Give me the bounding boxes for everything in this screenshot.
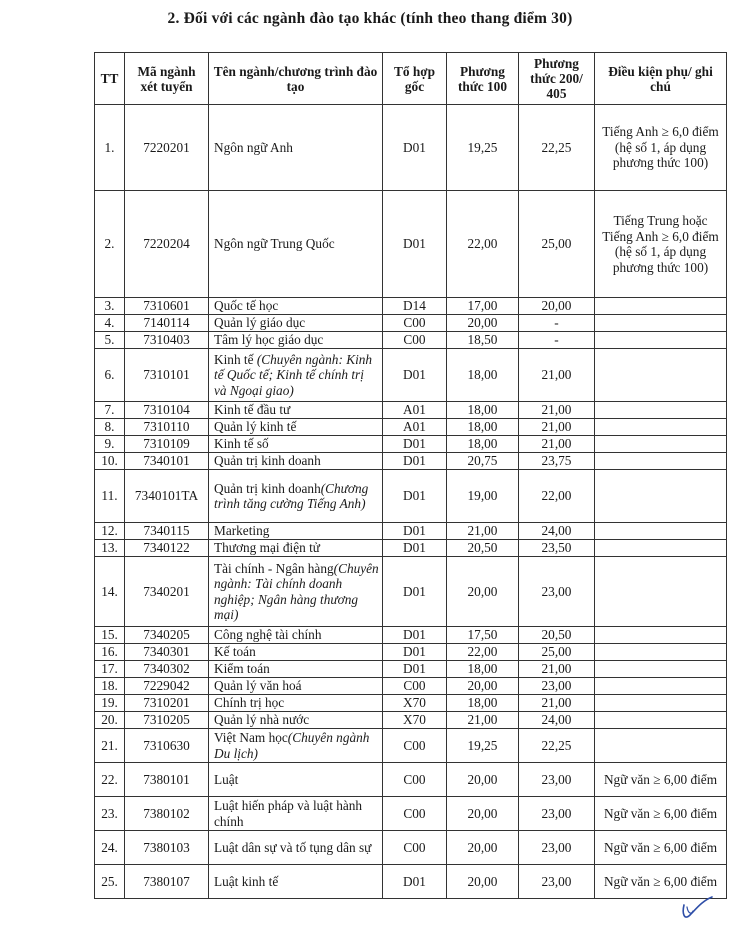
major-name [209,470,383,523]
major-name [209,763,383,797]
major-name [209,540,383,557]
major-name-text: Ngôn ngữ Trung Quốc [214,236,335,252]
major-name-detail: (Chương trình tăng cường Tiếng Anh) [214,480,369,511]
header-phuong-thuc-200: Phương thức 200/ 405 [519,53,595,105]
major-name-text: Chính trị học [214,695,285,711]
condition-note [595,436,727,453]
row-number: 16. [95,644,125,661]
row-number: 21. [95,729,125,763]
condition-note [595,712,727,729]
major-name [209,419,383,436]
condition-note [595,419,727,436]
major-name-text: Tài chính - Ngân hàng [214,560,334,576]
subject-group: C00 [383,678,447,695]
header-ten-nganh: Tên ngành/chương trình đào tạo [209,53,383,105]
table-row [95,644,727,661]
major-code: 7380107 [125,865,209,899]
header-phuong-thuc-100: Phương thức 100 [447,53,519,105]
score-method-100: 18,00 [447,419,519,436]
score-method-200: 21,00 [519,419,595,436]
subject-group: D01 [383,540,447,557]
score-method-200: 23,50 [519,540,595,557]
score-method-100: 21,00 [447,523,519,540]
row-number: 6. [95,349,125,402]
major-code: 7310104 [125,402,209,419]
condition-note [595,349,727,402]
major-name [209,402,383,419]
table-row [95,729,727,763]
score-method-200: - [519,332,595,349]
major-name-text: Kinh tế số [214,436,269,452]
subject-group: C00 [383,729,447,763]
row-number: 15. [95,627,125,644]
condition-note [595,470,727,523]
major-code: 7340302 [125,661,209,678]
subject-group: C00 [383,831,447,865]
major-code: 7310110 [125,419,209,436]
major-code: 7380103 [125,831,209,865]
major-name-detail: (Chuyên ngành: Tài chính doanh nghiệp; Ngân hàng thương mại) [214,560,379,622]
major-code: 7310403 [125,332,209,349]
score-method-200: 25,00 [519,191,595,298]
table-row [95,540,727,557]
major-name-detail: (Chuyên ngành: Kinh tế Quốc tế; Kinh tế chính trị và Ngoại giao) [214,351,373,398]
major-name-text: Quản lý giáo dục [214,315,306,331]
major-name [209,644,383,661]
major-name [209,712,383,729]
subject-group: D01 [383,644,447,661]
table-row [95,436,727,453]
major-name-text: Quản lý kinh tế [214,419,297,435]
subject-group: C00 [383,315,447,332]
row-number: 20. [95,712,125,729]
score-method-200: 22,00 [519,470,595,523]
condition-note [595,298,727,315]
row-number: 18. [95,678,125,695]
score-method-100: 21,00 [447,712,519,729]
row-number: 17. [95,661,125,678]
score-method-200: 24,00 [519,523,595,540]
row-number: 5. [95,332,125,349]
table-row [95,865,727,899]
score-method-100: 19,00 [447,470,519,523]
condition-note [595,678,727,695]
condition-note: Ngữ văn ≥ 6,00 điểm [595,763,727,797]
condition-note [595,695,727,712]
score-method-100: 22,00 [447,644,519,661]
score-method-200: 23,00 [519,831,595,865]
condition-note [595,540,727,557]
score-method-100: 17,50 [447,627,519,644]
major-name-text: Luật [214,771,239,787]
table-row [95,627,727,644]
condition-note [595,402,727,419]
score-method-100: 18,00 [447,661,519,678]
condition-note [595,557,727,627]
condition-note [595,523,727,540]
table-row [95,523,727,540]
major-name-text: Luật kinh tế [214,873,279,889]
subject-group: C00 [383,332,447,349]
condition-note: Ngữ văn ≥ 6,00 điểm [595,831,727,865]
major-code: 7340101TA [125,470,209,523]
score-method-100: 20,00 [447,557,519,627]
score-method-100: 19,25 [447,729,519,763]
major-name [209,627,383,644]
row-number: 12. [95,523,125,540]
table-row [95,661,727,678]
admission-score-table [94,52,727,899]
row-number: 1. [95,105,125,191]
section-title: 2. Đối với các ngành đào tạo khác (tính theo thang điểm 30) [167,10,573,27]
table-row [95,831,727,865]
row-number: 3. [95,298,125,315]
score-method-100: 22,00 [447,191,519,298]
header-to-hop: Tổ hợp gốc [383,53,447,105]
subject-group: X70 [383,712,447,729]
score-method-100: 18,00 [447,695,519,712]
header-dieu-kien: Điều kiện phụ/ ghi chú [595,53,727,105]
subject-group: D01 [383,470,447,523]
score-method-200: 22,25 [519,729,595,763]
major-code: 7340205 [125,627,209,644]
header-ma-nganh: Mã ngành xét tuyển [125,53,209,105]
subject-group: D14 [383,298,447,315]
major-code: 7310201 [125,695,209,712]
score-method-100: 20,00 [447,678,519,695]
major-name [209,695,383,712]
major-name-text: Công nghệ tài chính [214,627,322,643]
subject-group: A01 [383,419,447,436]
major-name-text: Kinh tế đầu tư [214,402,291,418]
table-header-row [95,53,727,105]
subject-group: D01 [383,349,447,402]
row-number: 19. [95,695,125,712]
table-row [95,191,727,298]
major-name [209,298,383,315]
score-method-200: 20,00 [519,298,595,315]
major-name-text: Tâm lý học giáo dục [214,332,324,348]
major-name [209,191,383,298]
subject-group: D01 [383,627,447,644]
major-name-text: Kinh tế [214,351,257,367]
score-method-200: - [519,315,595,332]
major-name [209,797,383,831]
major-name [209,729,383,763]
table-row [95,763,727,797]
major-code: 7310109 [125,436,209,453]
subject-group: D01 [383,105,447,191]
major-name-text: Luật dân sự và tố tụng dân sự [214,839,372,855]
major-name [209,436,383,453]
subject-group: D01 [383,453,447,470]
major-code: 7229042 [125,678,209,695]
score-method-200: 23,00 [519,557,595,627]
row-number: 13. [95,540,125,557]
major-code: 7380101 [125,763,209,797]
score-method-200: 23,00 [519,865,595,899]
subject-group: A01 [383,402,447,419]
table-body [95,105,727,899]
row-number: 11. [95,470,125,523]
major-name [209,661,383,678]
major-name [209,349,383,402]
condition-note: Tiếng Anh ≥ 6,0 điểm (hệ số 1, áp dụng phương thức 100) [595,105,727,191]
major-name [209,865,383,899]
score-method-100: 20,00 [447,763,519,797]
subject-group: D01 [383,661,447,678]
signature-mark [678,893,714,923]
table-row [95,797,727,831]
subject-group: C00 [383,797,447,831]
subject-group: D01 [383,436,447,453]
table-row [95,470,727,523]
table-row [95,298,727,315]
major-code: 7310630 [125,729,209,763]
major-code: 7340115 [125,523,209,540]
table-row [95,332,727,349]
condition-note: Tiếng Trung hoặc Tiếng Anh ≥ 6,0 điểm (hệ số 1, áp dụng phương thức 100) [595,191,727,298]
score-method-200: 23,00 [519,797,595,831]
header-tt: TT [95,53,125,105]
major-name-text: Luật hiến pháp và luật hành chính [214,798,363,829]
table-row [95,315,727,332]
condition-note [595,332,727,349]
major-name-text: Việt Nam học [214,730,288,745]
score-method-100: 18,00 [447,349,519,402]
score-method-200: 21,00 [519,661,595,678]
major-code: 7310205 [125,712,209,729]
major-name-text: Quản lý văn hoá [214,678,302,694]
table-row [95,678,727,695]
score-method-200: 23,00 [519,763,595,797]
condition-note: Ngữ văn ≥ 6,00 điểm [595,797,727,831]
score-method-200: 21,00 [519,402,595,419]
score-method-100: 19,25 [447,105,519,191]
major-name-text: Thương mại điện tử [214,540,321,556]
condition-note [595,729,727,763]
score-method-200: 21,00 [519,349,595,402]
row-number: 9. [95,436,125,453]
condition-note [595,453,727,470]
score-method-100: 18,00 [447,402,519,419]
table-row [95,695,727,712]
score-method-200: 23,75 [519,453,595,470]
major-name-text: Kiểm toán [214,661,270,677]
score-method-200: 24,00 [519,712,595,729]
major-name-text: Kế toán [214,644,256,660]
major-code: 7140114 [125,315,209,332]
subject-group: D01 [383,557,447,627]
row-number: 23. [95,797,125,831]
major-name [209,453,383,470]
subject-group: D01 [383,865,447,899]
row-number: 8. [95,419,125,436]
score-method-100: 20,75 [447,453,519,470]
major-name [209,831,383,865]
score-method-200: 21,00 [519,436,595,453]
major-name-text: Quản lý nhà nước [214,712,310,728]
row-number: 25. [95,865,125,899]
major-name [209,105,383,191]
major-name [209,315,383,332]
score-method-200: 21,00 [519,695,595,712]
row-number: 22. [95,763,125,797]
major-code: 7310101 [125,349,209,402]
score-method-100: 18,00 [447,436,519,453]
condition-note [595,315,727,332]
score-method-100: 20,00 [447,797,519,831]
row-number: 7. [95,402,125,419]
table-row [95,453,727,470]
score-method-100: 20,00 [447,865,519,899]
major-name-text: Quản trị kinh doanh [214,453,321,469]
major-name [209,332,383,349]
major-code: 7220201 [125,105,209,191]
score-method-200: 23,00 [519,678,595,695]
row-number: 2. [95,191,125,298]
major-code: 7340101 [125,453,209,470]
major-name-detail: (Chuyên ngành Du lịch) [214,730,370,761]
score-method-200: 22,25 [519,105,595,191]
table-row [95,712,727,729]
table-row [95,105,727,191]
table-row [95,402,727,419]
score-method-200: 20,50 [519,627,595,644]
major-code: 7340201 [125,557,209,627]
row-number: 24. [95,831,125,865]
major-name-text: Marketing [214,523,270,539]
score-method-100: 20,00 [447,831,519,865]
major-code: 7340301 [125,644,209,661]
major-code: 7380102 [125,797,209,831]
score-method-100: 20,50 [447,540,519,557]
table-row [95,557,727,627]
row-number: 4. [95,315,125,332]
major-code: 7340122 [125,540,209,557]
score-method-100: 20,00 [447,315,519,332]
condition-note: Ngữ văn ≥ 6,00 điểm [595,865,727,899]
major-code: 7220204 [125,191,209,298]
subject-group: D01 [383,191,447,298]
major-code: 7310601 [125,298,209,315]
table-row [95,349,727,402]
condition-note [595,627,727,644]
subject-group: X70 [383,695,447,712]
major-name-text: Quốc tế học [214,298,279,314]
row-number: 14. [95,557,125,627]
major-name [209,678,383,695]
subject-group: C00 [383,763,447,797]
row-number: 10. [95,453,125,470]
condition-note [595,661,727,678]
major-name [209,523,383,540]
major-name-text: Quản trị kinh doanh [214,480,321,496]
major-name-text: Ngôn ngữ Anh [214,139,293,155]
table-row [95,419,727,436]
subject-group: D01 [383,523,447,540]
major-name [209,557,383,627]
condition-note [595,644,727,661]
score-method-100: 18,50 [447,332,519,349]
score-method-100: 17,00 [447,298,519,315]
score-method-200: 25,00 [519,644,595,661]
